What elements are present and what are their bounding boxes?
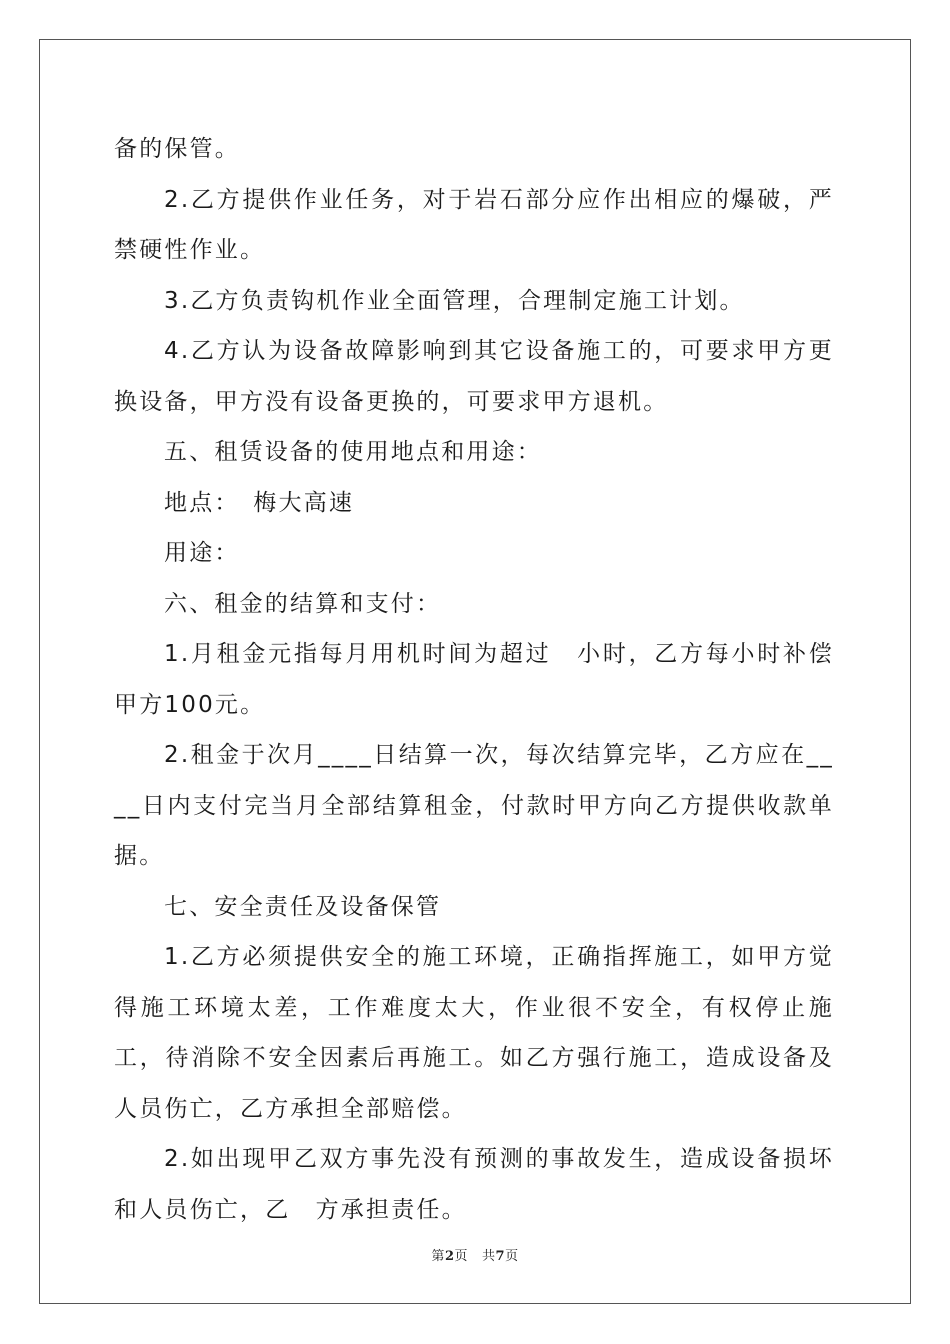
total-suffix: 页: [505, 1249, 519, 1264]
total-pages: 7: [495, 1249, 506, 1264]
total-prefix: 共: [482, 1249, 496, 1264]
paragraph: 1.乙方必须提供安全的施工环境，正确指挥施工，如甲方觉得施工环境太差，工作难度太大，作业很不安全，有权停止施工，待消除不安全因素后再施工。如乙方强行施工，造成设备及人员伤亡，乙方承担全部赔偿。: [114, 944, 834, 1122]
paragraph: 2.乙方提供作业任务，对于岩石部分应作出相应的爆破，严禁硬性作业。: [114, 186, 834, 263]
paragraph: 用途：: [164, 540, 240, 566]
paragraph: 1.月租金元指每月用机时间为超过 小时，乙方每小时补偿甲方100元。: [114, 641, 834, 718]
paragraph: 4.乙方认为设备故障影响到其它设备施工的，可要求甲方更换设备，甲方没有设备更换的，可要求甲方退机。: [114, 338, 834, 415]
document-body: [114, 124, 834, 1235]
paragraph: 备的保管。: [114, 136, 240, 162]
page-suffix: 页: [454, 1249, 468, 1264]
section-heading: 七、安全责任及设备保管: [164, 893, 442, 920]
page-footer: [0, 1245, 950, 1264]
page-number: 2: [444, 1249, 455, 1264]
section-heading: 六、租金的结算和支付：: [164, 590, 442, 617]
paragraph: 地点： 梅大高速: [164, 489, 355, 516]
section-heading: 五、租赁设备的使用地点和用途：: [164, 439, 542, 465]
paragraph: 2.如出现甲乙双方事先没有预测的事故发生，造成设备损坏和人员伤亡，乙 方承担责任。: [114, 1146, 834, 1223]
page-prefix: 第: [431, 1249, 445, 1264]
paragraph: 3.乙方负责钩机作业全面管理，合理制定施工计划。: [164, 287, 745, 314]
paragraph: 2.租金于次月____日结算一次，每次结算完毕，乙方应在____日内支付完当月全部结算租金，付款时甲方向乙方提供收款单据。: [114, 742, 834, 869]
